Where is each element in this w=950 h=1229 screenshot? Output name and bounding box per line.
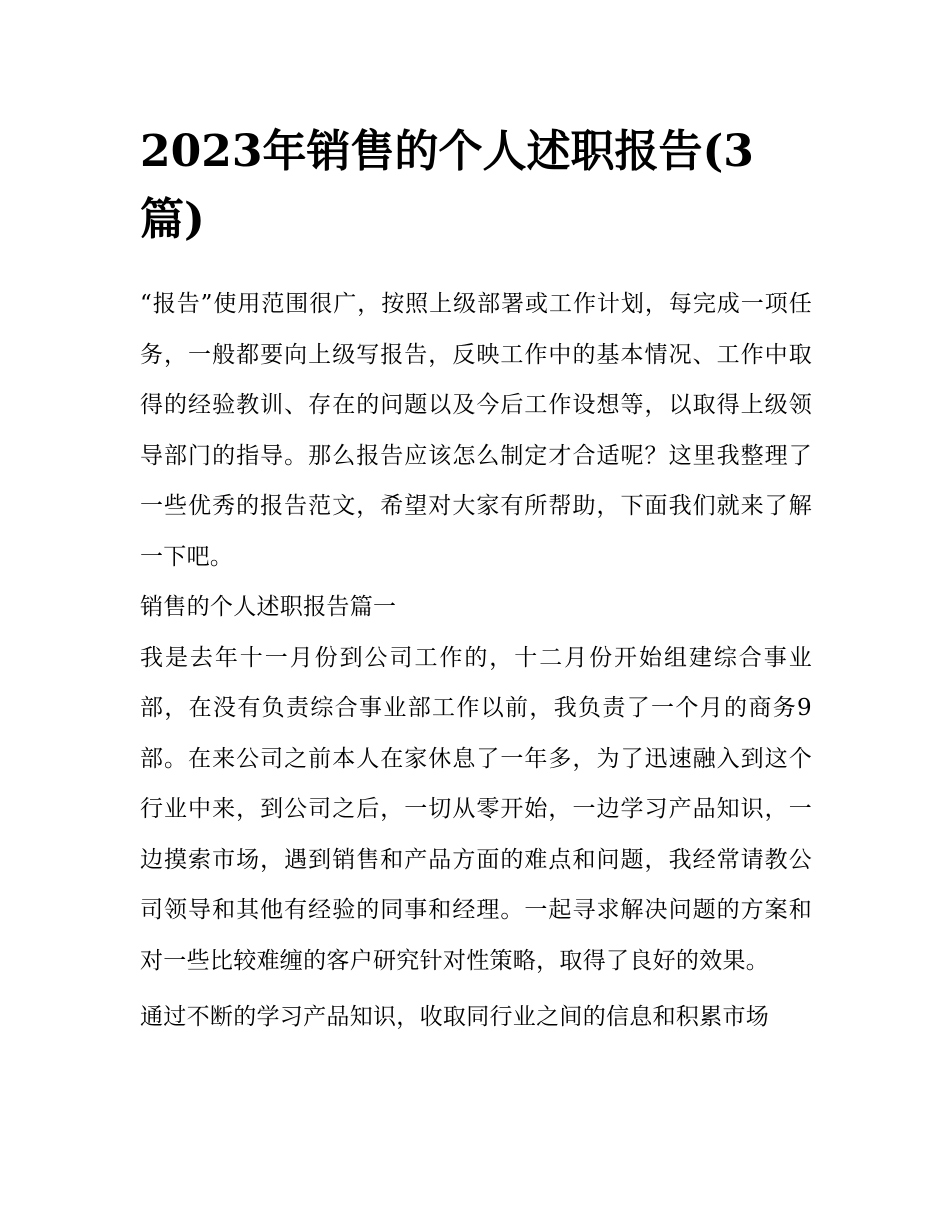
body-paragraph-1: 我是去年十一月份到公司工作的，十二月份开始组建综合事业部，在没有负责综合事业部工作以前，我负责了一个月的商务9部。在来公司之前本人在家休息了一年多，为了迅速融入到这个行业中来，到公司之后，一切从零开始，一边学习产品知识，一边摸索市场，遇到销售和产品方面的难点和问题，我经常请教公司领导和其他有经验的同事和经理。一起寻求解决问题的方案和对一些比较难缠的客户研究针对性策略，取得了良好的效果。 (140, 644, 812, 974)
body-paragraph-2: 通过不断的学习产品知识，收取同行业之间的信息和积累市场 (140, 1004, 770, 1030)
document-title: 2023年销售的个人述职报告(3篇) (140, 126, 754, 245)
section-heading: 销售的个人述职报告篇一 (140, 594, 397, 620)
intro-paragraph: “报告”使用范围很广，按照上级部署或工作计划，每完成一项任务，一般都要向上级写报告，反映工作中的基本情况、工作中取得的经验教训、存在的问题以及今后工作设想等，以取得上级领导部门的指导。那么报告应该怎么制定才合适呢？这里我整理了一些优秀的报告范文，希望对大家有所帮助，下面我们就来了解一下吧。 (140, 291, 812, 570)
document-body (140, 118, 812, 1043)
